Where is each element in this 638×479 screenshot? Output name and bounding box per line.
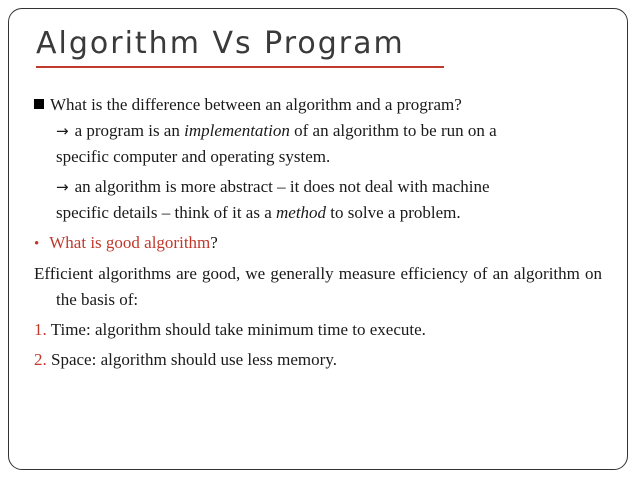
list-item-text: Space: algorithm should use less memory. <box>46 350 337 369</box>
good-algorithm-line <box>34 230 602 257</box>
question-line <box>34 92 602 118</box>
point1-line1 <box>34 118 602 144</box>
point2-line2 <box>34 200 602 226</box>
slide-title: Algorithm Vs Program <box>36 26 405 61</box>
right-arrow-icon: → <box>56 178 69 196</box>
list-item-space <box>34 347 602 373</box>
point2-before: specific details – think of it as a <box>56 203 276 222</box>
list-item-text: Time: algorithm should take minimum time to execute. <box>46 320 426 339</box>
point1-before: a program is an <box>74 121 185 140</box>
point2-after: to solve a problem. <box>326 203 461 222</box>
right-arrow-icon: → <box>56 122 69 140</box>
good-algorithm-qmark: ? <box>210 233 218 252</box>
point1-after: of an algorithm to be run on a <box>289 121 497 140</box>
list-item-time <box>34 317 602 343</box>
good-algorithm-text: What is good algorithm <box>49 233 211 252</box>
list-number: 1. <box>34 320 47 339</box>
point2-emphasis: method <box>276 203 327 222</box>
list-number: 2. <box>34 350 47 369</box>
question-text: What is the difference between an algorithm and a program? <box>50 95 462 114</box>
square-bullet-icon <box>34 99 44 109</box>
point2-line1 <box>34 174 602 200</box>
title-underline <box>36 66 444 68</box>
efficient-paragraph: Efficient algorithms are good, we generally measure efficiency of an algorithm on the basis of: <box>34 264 602 309</box>
point1-line2: specific computer and operating system. <box>56 147 331 166</box>
point2-line1-text: an algorithm is more abstract – it does not deal with machine <box>74 177 490 196</box>
dot-bullet-icon: • <box>34 236 40 252</box>
point1-emphasis: implementation <box>184 121 290 140</box>
slide-body <box>34 92 602 373</box>
